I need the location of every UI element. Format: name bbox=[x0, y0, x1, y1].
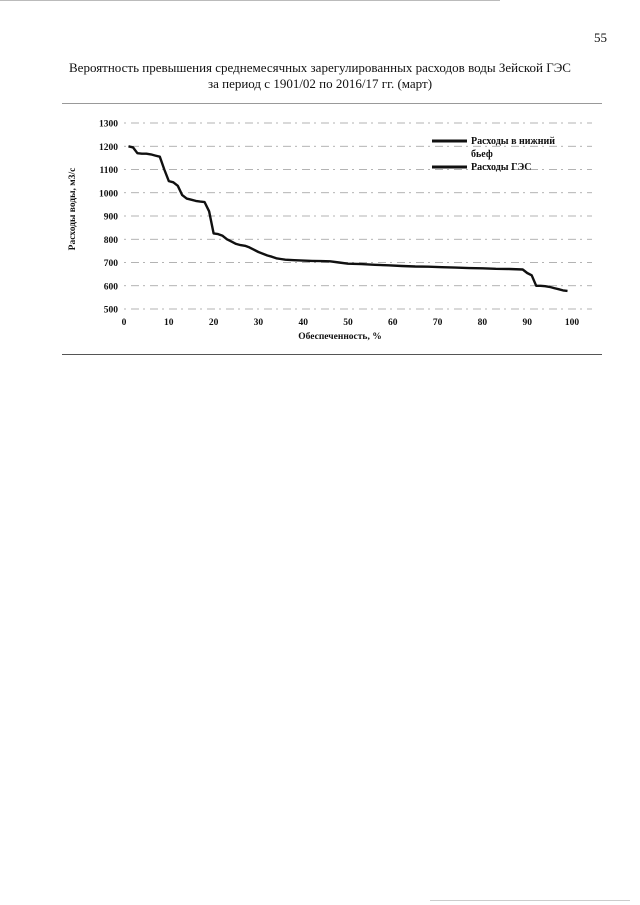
x-tick-label: 10 bbox=[164, 318, 174, 328]
x-tick-label: 40 bbox=[298, 318, 308, 328]
x-tick-label: 90 bbox=[522, 318, 532, 328]
y-tick-label: 600 bbox=[103, 282, 118, 293]
legend bbox=[432, 136, 555, 173]
legend-label-hpp: Расходы ГЭС bbox=[471, 162, 532, 173]
bottom-rule bbox=[430, 900, 630, 901]
page-number: 55 bbox=[594, 30, 607, 45]
chart-title bbox=[40, 60, 600, 92]
x-tick-label: 20 bbox=[208, 318, 219, 328]
line-chart bbox=[62, 104, 602, 354]
axis-layer bbox=[99, 120, 579, 329]
x-tick-label: 30 bbox=[253, 318, 264, 328]
x-tick-label: 80 bbox=[477, 318, 488, 328]
x-tick-label: 70 bbox=[432, 318, 443, 328]
x-axis-label: Обеспеченность, % bbox=[298, 332, 382, 342]
chart-title-line-1: Вероятность превышения среднемесячных зарегулированных расходов воды Зейской ГЭС bbox=[69, 60, 571, 75]
x-tick-label: 100 bbox=[564, 318, 580, 328]
x-tick-label: 50 bbox=[343, 318, 353, 328]
chart-title-line-2: за период с 1901/02 по 2016/17 гг. (март) bbox=[207, 76, 433, 91]
y-tick-label: 1200 bbox=[99, 142, 118, 153]
y-tick-label: 1300 bbox=[99, 119, 118, 130]
grid-layer bbox=[124, 123, 592, 309]
top-rule bbox=[0, 0, 500, 1]
y-tick-label: 900 bbox=[103, 212, 118, 223]
y-tick-label: 500 bbox=[103, 305, 118, 316]
x-tick-label: 0 bbox=[121, 318, 127, 328]
legend-label-downstream-line-1: Расходы в нижний bbox=[471, 136, 556, 147]
y-tick-label: 700 bbox=[103, 259, 118, 269]
legend-label-downstream-line-2: бьеф bbox=[471, 149, 493, 160]
chart-frame bbox=[62, 103, 602, 355]
y-tick-label: 800 bbox=[103, 235, 118, 246]
x-tick-label: 60 bbox=[388, 318, 398, 328]
y-tick-label: 1100 bbox=[99, 166, 118, 176]
y-tick-label: 1000 bbox=[99, 189, 118, 200]
y-axis-label: Расходы воды, м3/с bbox=[68, 167, 78, 251]
